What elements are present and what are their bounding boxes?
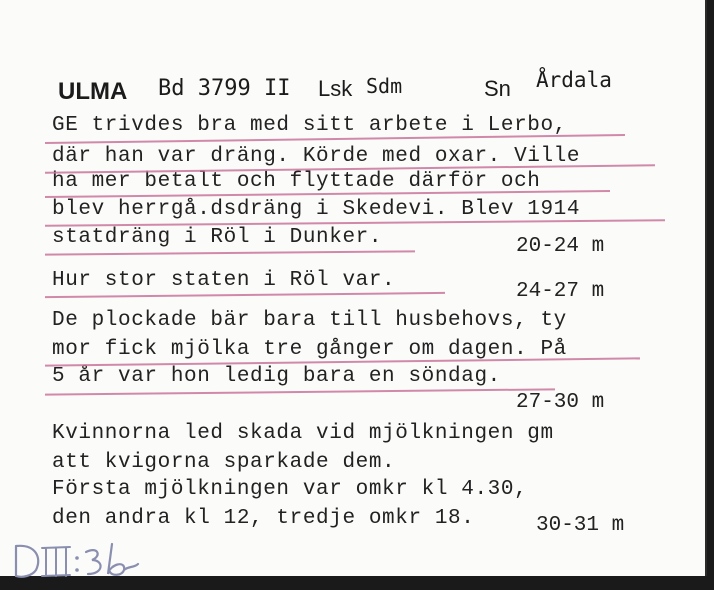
text-line-9: 5 år var hon ledig bara en söndag. — [52, 365, 501, 388]
page-ref-1: 20-24 m — [516, 235, 605, 258]
parish-label: Sn — [484, 76, 511, 101]
parish-value: Årdala — [536, 68, 612, 92]
underline-6 — [45, 292, 445, 298]
text-line-6: Hur stor staten i Röl var. — [52, 269, 396, 292]
text-line-2: där han var dräng. Körde med oxar. Ville — [52, 145, 581, 168]
text-line-8: mor fick mjölka tre gånger om dagen. På — [52, 338, 567, 361]
county-value: Sdm — [366, 74, 403, 98]
text-line-3: ha mer betalt och flyttade därför och — [52, 170, 541, 193]
page-ref-4: 30-31 m — [536, 514, 625, 537]
text-line-12: Första mjölkningen var omkr kl 4.30, — [52, 478, 528, 501]
archive-code: ULMA — [58, 78, 128, 105]
text-line-7: De plockade bär bara till husbehovs, ty — [52, 309, 567, 332]
underline-5 — [45, 250, 415, 255]
volume-number: Bd 3799 II — [158, 76, 291, 101]
county-label: Lsk — [318, 76, 353, 101]
text-line-5: statdräng i Röl i Dunker. — [52, 226, 383, 249]
page-ref-2: 24-27 m — [516, 280, 605, 303]
handwritten-catalog-mark — [10, 538, 160, 582]
underline-8 — [45, 388, 555, 395]
catalog-mark — [10, 538, 160, 590]
text-line-1: GE trivdes bra med sitt arbete i Lerbo, — [52, 114, 567, 137]
text-line-10: Kvinnorna led skada vid mjölkningen gm — [52, 422, 554, 445]
text-line-4: blev herrgå.dsdräng i Skedevi. Blev 1914 — [52, 198, 581, 221]
page-ref-3: 27-30 m — [516, 391, 605, 414]
text-line-11: att kvigorna sparkade dem. — [52, 451, 396, 474]
text-line-13: den andra kl 12, tredje omkr 18. — [52, 507, 475, 530]
